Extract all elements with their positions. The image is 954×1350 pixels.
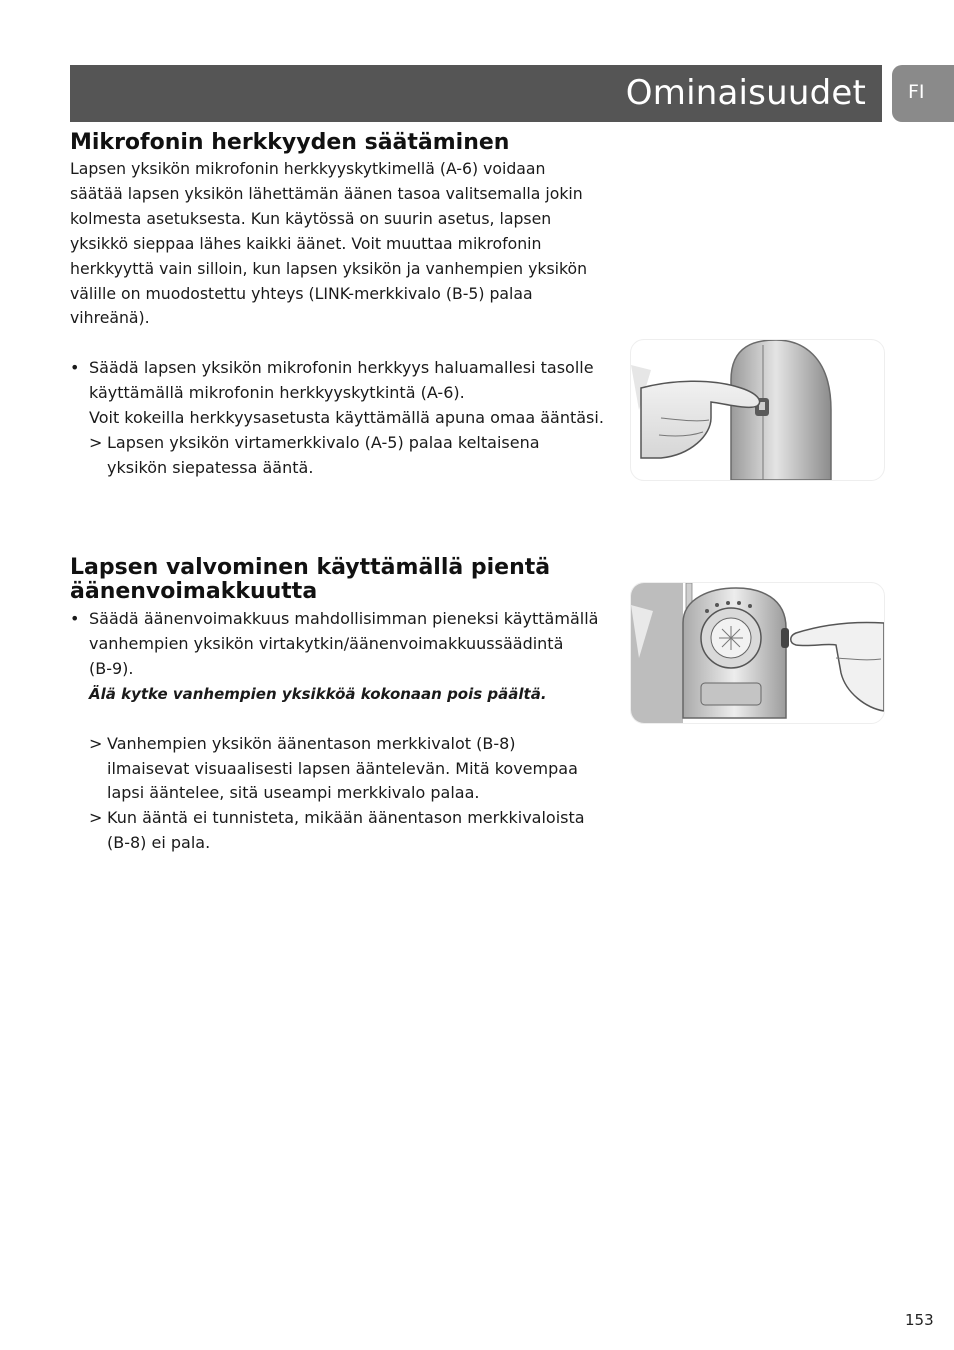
result-item: > Vanhempien yksikön äänentason merkkivalot (B-8) ilmaisevat visuaalisesti lapsen ääntelevän. Mitä kovempaa lapsi ääntelee, sitä useampi merkkivalo palaa. <box>89 733 578 803</box>
language-code: FI <box>908 81 925 103</box>
section-microphone-sensitivity <box>70 131 610 481</box>
instruction-bullet: • Säädä äänenvoimakkuus mahdollisimman pieneksi käyttämällä vanhempien yksikön virtakytkin/äänenvoimakkuussäädintä (B-9). <box>70 609 599 678</box>
instruction-subline: Voit kokeilla herkkyysasetusta käyttämällä apuna omaa ääntäsi. <box>89 408 604 428</box>
result-symbol: > <box>89 733 103 753</box>
intro-paragraph: Lapsen yksikön mikrofonin herkkyyskytkimellä (A-6) voidaan säätää lapsen yksikön lähettämän äänen tasoa valitsemalla jokin kolmesta asetuksesta. Kun käytössä on suurin asetus, lapsen yksikkö sieppaa lähes kaikki äänet. Voit muuttaa mikrofonin herkkyyttä vain silloin, kun lapsen yksikön ja vanhempien yksikön välille on muodostettu yhteys (LINK-merkkivalo (B-5) palaa vihreänä). <box>70 159 588 328</box>
illustration-baby-unit-switch <box>630 339 885 481</box>
bullet-symbol: • <box>70 358 80 378</box>
result-item: > Kun ääntä ei tunnisteta, mikään äänentason merkkivaloista (B-8) ei pala. <box>89 808 585 853</box>
parent-unit-volume-drawing <box>631 583 884 723</box>
page-title: Ominaisuudet <box>625 73 866 113</box>
result-symbol: > <box>89 433 103 453</box>
baby-unit-switch-drawing <box>631 340 884 480</box>
language-tab <box>892 65 954 122</box>
warning-note: Älä kytke vanhempien yksikköä kokonaan pois päältä. <box>89 684 547 703</box>
section-heading: Mikrofonin herkkyyden säätäminen <box>70 130 510 155</box>
result-symbol: > <box>89 808 103 828</box>
result-item: > Lapsen yksikön virtamerkkivalo (A-5) palaa keltaisena yksikön siepatessa ääntä. <box>89 433 540 477</box>
section-low-volume-monitoring <box>70 556 610 856</box>
section-header-bar <box>70 65 882 122</box>
instruction-bullet: • Säädä lapsen yksikön mikrofonin herkkyys haluamallesi tasolle käyttämällä mikrofonin herkkyyskytkintä (A-6). <box>70 358 594 403</box>
illustration-parent-unit-volume <box>630 582 885 724</box>
bullet-symbol: • <box>70 609 80 628</box>
page-number: 153 <box>905 1311 934 1329</box>
section-heading: Lapsen valvominen käyttämällä pientä äänenvoimakkuutta <box>70 555 551 604</box>
